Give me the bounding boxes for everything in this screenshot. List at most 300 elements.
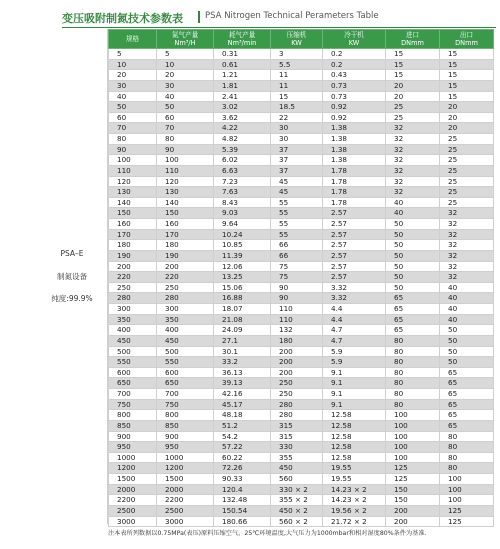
table-cell: 1.38 xyxy=(323,155,386,166)
table-cell: 190 xyxy=(157,250,214,261)
table-cell: 2.57 xyxy=(323,261,386,272)
table-row xyxy=(109,378,494,389)
table-cell: 65 xyxy=(386,314,440,325)
table-cell: 280 xyxy=(271,410,323,421)
table-cell: 25 xyxy=(440,197,494,208)
table-cell: 5.9 xyxy=(323,346,386,357)
table-cell: 250 xyxy=(109,282,157,293)
table-cell: 400 xyxy=(157,325,214,336)
table-row xyxy=(109,304,494,315)
table-cell: 80 xyxy=(386,367,440,378)
table-cell: 30.1 xyxy=(214,346,271,357)
table-cell: 2500 xyxy=(157,505,214,516)
table-cell: 20 xyxy=(386,80,440,91)
table-cell: 7.23 xyxy=(214,176,271,187)
table-cell: 15 xyxy=(271,91,323,102)
table-cell: 25 xyxy=(440,165,494,176)
table-row xyxy=(109,134,494,145)
table-cell: 6.02 xyxy=(214,155,271,166)
table-cell: 100 xyxy=(109,155,157,166)
table-cell: 280 xyxy=(271,399,323,410)
table-cell: 3 xyxy=(271,49,323,60)
table-cell: 500 xyxy=(157,346,214,357)
table-cell: 60 xyxy=(157,112,214,123)
table-cell: 950 xyxy=(157,442,214,453)
table-cell: 50 xyxy=(386,219,440,230)
table-cell: 560 xyxy=(271,474,323,485)
table-row xyxy=(109,325,494,336)
table-cell: 280 xyxy=(109,293,157,304)
table-cell: 50 xyxy=(386,229,440,240)
footnote: 注本表所列数据以0.75MPa(表压)原料压缩空气，25℃环境温度,大气压力为1000mbar和相对湿度80%条件为基准. xyxy=(108,530,427,537)
table-row xyxy=(109,346,494,357)
title-bar xyxy=(62,10,492,28)
table-cell: 80 xyxy=(386,335,440,346)
table-cell: 450 xyxy=(109,335,157,346)
table-cell: 32 xyxy=(440,219,494,230)
table-cell: 15 xyxy=(386,59,440,70)
table-cell: 30 xyxy=(157,80,214,91)
table-cell: 65 xyxy=(440,389,494,400)
table-cell: 180 xyxy=(109,240,157,251)
table-cell: 20 xyxy=(386,91,440,102)
group-model-label: PSA–E xyxy=(60,249,84,258)
column-header xyxy=(157,30,214,49)
table-cell: 57.22 xyxy=(214,442,271,453)
table-cell: 80 xyxy=(386,378,440,389)
table-cell: 2000 xyxy=(109,484,157,495)
table-cell: 45 xyxy=(271,176,323,187)
table-cell: 50 xyxy=(109,102,157,113)
table-cell: 550 xyxy=(109,357,157,368)
table-row xyxy=(109,452,494,463)
table-cell: 40 xyxy=(440,282,494,293)
table-row xyxy=(109,420,494,431)
table-cell: 10.24 xyxy=(214,229,271,240)
table-cell: 2200 xyxy=(157,495,214,506)
table-cell: 50 xyxy=(440,357,494,368)
table-cell: 25 xyxy=(440,134,494,145)
table-cell: 110 xyxy=(157,165,214,176)
table-row xyxy=(109,197,494,208)
table-cell: 1.21 xyxy=(214,70,271,81)
table-cell: 0.31 xyxy=(214,49,271,60)
table-row xyxy=(109,165,494,176)
table-cell: 25 xyxy=(440,144,494,155)
table-row xyxy=(109,463,494,474)
table-cell: 9.1 xyxy=(323,389,386,400)
table-row xyxy=(109,176,494,187)
table-cell: 315 xyxy=(271,420,323,431)
table-cell: 20 xyxy=(440,102,494,113)
table-cell: 350 xyxy=(109,314,157,325)
table-cell: 14.23 × 2 xyxy=(323,484,386,495)
table-cell: 0.43 xyxy=(323,70,386,81)
column-header-unit: Nm³/min xyxy=(227,39,257,47)
table-cell: 40 xyxy=(109,91,157,102)
table-cell: 900 xyxy=(109,431,157,442)
table-cell: 80 xyxy=(386,389,440,400)
table-cell: 5.39 xyxy=(214,144,271,155)
column-header-title: 压缩机 xyxy=(286,31,307,39)
table-row xyxy=(109,431,494,442)
table-cell: 4.4 xyxy=(323,304,386,315)
table-cell: 125 xyxy=(440,505,494,516)
title-divider xyxy=(198,11,200,23)
table-cell: 27.1 xyxy=(214,335,271,346)
table-cell: 32 xyxy=(386,134,440,145)
table-row xyxy=(109,123,494,134)
column-header-unit: DNmm xyxy=(455,39,478,47)
table-cell: 650 xyxy=(109,378,157,389)
table-cell: 12.58 xyxy=(323,431,386,442)
table-cell: 5.9 xyxy=(323,357,386,368)
table-cell: 15.06 xyxy=(214,282,271,293)
group-purity-label: 纯度:99.9% xyxy=(51,294,93,303)
table-cell: 80 xyxy=(386,399,440,410)
table-cell: 0.2 xyxy=(323,49,386,60)
table-cell: 400 xyxy=(109,325,157,336)
table-cell: 170 xyxy=(157,229,214,240)
column-header-unit: Nm³/H xyxy=(174,39,196,47)
table-cell: 500 xyxy=(109,346,157,357)
column-header-title: 出口 xyxy=(459,31,474,39)
table-cell: 600 xyxy=(109,367,157,378)
table-cell: 50 xyxy=(386,240,440,251)
table-cell: 32 xyxy=(386,187,440,198)
table-cell: 100 xyxy=(440,495,494,506)
table-cell: 1500 xyxy=(157,474,214,485)
table-cell: 2.41 xyxy=(214,91,271,102)
table-cell: 80 xyxy=(157,134,214,145)
table-cell: 100 xyxy=(440,474,494,485)
table-cell: 32 xyxy=(440,240,494,251)
table-cell: 1000 xyxy=(109,452,157,463)
table-cell: 90.33 xyxy=(214,474,271,485)
table-cell: 40 xyxy=(440,293,494,304)
table-cell: 40 xyxy=(440,304,494,315)
table-cell: 950 xyxy=(109,442,157,453)
table-cell: 700 xyxy=(157,389,214,400)
table-cell: 150 xyxy=(386,495,440,506)
table-body xyxy=(109,49,494,527)
table-cell: 3.02 xyxy=(214,102,271,113)
table-cell: 12.06 xyxy=(214,261,271,272)
table-cell: 5 xyxy=(157,49,214,60)
table-cell: 90 xyxy=(157,144,214,155)
table-cell: 10.85 xyxy=(214,240,271,251)
table-cell: 120.4 xyxy=(214,484,271,495)
table-cell: 650 xyxy=(157,378,214,389)
table-cell: 150.54 xyxy=(214,505,271,516)
table-cell: 19.55 xyxy=(323,474,386,485)
table-cell: 33.2 xyxy=(214,357,271,368)
column-header xyxy=(386,30,440,49)
table-cell: 560 × 2 xyxy=(271,516,323,527)
table-cell: 80 xyxy=(440,452,494,463)
table-cell: 15 xyxy=(386,49,440,60)
table-cell: 330 × 2 xyxy=(271,484,323,495)
table-cell: 355 × 2 xyxy=(271,495,323,506)
table-row xyxy=(109,240,494,251)
table-cell: 1.81 xyxy=(214,80,271,91)
table-cell: 32 xyxy=(440,272,494,283)
table-cell: 90 xyxy=(271,282,323,293)
table-cell: 55 xyxy=(271,197,323,208)
table-row xyxy=(109,144,494,155)
table-cell: 66 xyxy=(271,250,323,261)
table-cell: 51.2 xyxy=(214,420,271,431)
column-header xyxy=(440,30,494,49)
table-cell: 0.73 xyxy=(323,91,386,102)
table-cell: 100 xyxy=(386,410,440,421)
table-cell: 850 xyxy=(157,420,214,431)
table-cell: 125 xyxy=(386,463,440,474)
table-cell: 190 xyxy=(109,250,157,261)
table-cell: 1.38 xyxy=(323,134,386,145)
table-cell: 70 xyxy=(109,123,157,134)
table-cell: 13.25 xyxy=(214,272,271,283)
table-cell: 20 xyxy=(157,70,214,81)
table-cell: 40 xyxy=(440,314,494,325)
table-cell: 200 xyxy=(386,516,440,527)
title-chinese: 变压吸附制氮技术参数表 xyxy=(62,12,183,25)
table-cell: 150 xyxy=(109,208,157,219)
table-cell: 125 xyxy=(386,474,440,485)
table-cell: 12.58 xyxy=(323,452,386,463)
column-header-title: 规格 xyxy=(125,35,140,43)
table-cell: 25 xyxy=(386,102,440,113)
table-cell: 8.43 xyxy=(214,197,271,208)
table-cell: 0.61 xyxy=(214,59,271,70)
table-cell: 80 xyxy=(386,357,440,368)
table-cell: 600 xyxy=(157,367,214,378)
table-cell: 700 xyxy=(109,389,157,400)
table-cell: 180 xyxy=(271,335,323,346)
group-device-label: 制氮设备 xyxy=(57,272,87,281)
table-cell: 30 xyxy=(271,123,323,134)
table-row xyxy=(109,495,494,506)
table-cell: 315 xyxy=(271,431,323,442)
table-cell: 110 xyxy=(271,304,323,315)
table-cell: 5.5 xyxy=(271,59,323,70)
table-cell: 4.7 xyxy=(323,325,386,336)
table-cell: 130 xyxy=(157,187,214,198)
table-cell: 54.2 xyxy=(214,431,271,442)
table-row xyxy=(109,229,494,240)
table-cell: 300 xyxy=(109,304,157,315)
table-cell: 132.48 xyxy=(214,495,271,506)
table-cell: 15 xyxy=(440,70,494,81)
table-cell: 32 xyxy=(386,165,440,176)
table-cell: 150 xyxy=(157,208,214,219)
table-cell: 15 xyxy=(440,91,494,102)
table-cell: 4.7 xyxy=(323,335,386,346)
table-cell: 65 xyxy=(440,367,494,378)
table-cell: 220 xyxy=(157,272,214,283)
table-cell: 200 xyxy=(271,357,323,368)
table-cell: 50 xyxy=(440,346,494,357)
table-cell: 90 xyxy=(109,144,157,155)
table-row xyxy=(109,208,494,219)
table-cell: 132 xyxy=(271,325,323,336)
table-cell: 10 xyxy=(109,59,157,70)
table-cell: 2.57 xyxy=(323,208,386,219)
table-cell: 11 xyxy=(271,80,323,91)
table-cell: 65 xyxy=(440,378,494,389)
table-row xyxy=(109,112,494,123)
table-cell: 280 xyxy=(157,293,214,304)
table-cell: 12.58 xyxy=(323,410,386,421)
table-cell: 20 xyxy=(440,112,494,123)
table-cell: 32 xyxy=(386,144,440,155)
table-cell: 65 xyxy=(440,410,494,421)
table-cell: 550 xyxy=(157,357,214,368)
table-cell: 30 xyxy=(271,134,323,145)
table-cell: 110 xyxy=(109,165,157,176)
table-row xyxy=(109,314,494,325)
table-cell: 25 xyxy=(440,155,494,166)
table-cell: 100 xyxy=(386,442,440,453)
table-cell: 50 xyxy=(386,250,440,261)
table-cell: 18.5 xyxy=(271,102,323,113)
table-cell: 32 xyxy=(440,261,494,272)
table-cell: 120 xyxy=(157,176,214,187)
table-row xyxy=(109,484,494,495)
table-cell: 18.07 xyxy=(214,304,271,315)
table-cell: 1.38 xyxy=(323,123,386,134)
table-cell: 100 xyxy=(440,484,494,495)
table-cell: 80 xyxy=(440,463,494,474)
table-cell: 12.58 xyxy=(323,442,386,453)
table-cell: 800 xyxy=(157,410,214,421)
table-cell: 4.22 xyxy=(214,123,271,134)
table-row xyxy=(109,70,494,81)
table-cell: 110 xyxy=(271,314,323,325)
table-cell: 170 xyxy=(109,229,157,240)
table-cell: 60 xyxy=(109,112,157,123)
column-header-title: 进口 xyxy=(405,31,420,39)
table-cell: 140 xyxy=(157,197,214,208)
table-cell: 37 xyxy=(271,144,323,155)
table-cell: 90 xyxy=(271,293,323,304)
table-row xyxy=(109,474,494,485)
table-cell: 2200 xyxy=(109,495,157,506)
table-cell: 50 xyxy=(157,102,214,113)
table-cell: 50 xyxy=(386,282,440,293)
column-header xyxy=(109,30,157,49)
table-row xyxy=(109,102,494,113)
table-cell: 2.57 xyxy=(323,272,386,283)
table-cell: 100 xyxy=(386,452,440,463)
table-cell: 200 xyxy=(386,505,440,516)
column-header-unit: DNmm xyxy=(401,39,424,47)
table-row xyxy=(109,261,494,272)
table-cell: 450 × 2 xyxy=(271,505,323,516)
product-group-cell xyxy=(40,29,108,524)
table-cell: 66 xyxy=(271,240,323,251)
table-cell: 12.58 xyxy=(323,420,386,431)
parameters-table xyxy=(108,29,494,527)
table-row xyxy=(109,91,494,102)
table-cell: 24.09 xyxy=(214,325,271,336)
table-cell: 850 xyxy=(109,420,157,431)
table-cell: 1.78 xyxy=(323,197,386,208)
table-cell: 6.63 xyxy=(214,165,271,176)
table-cell: 450 xyxy=(157,335,214,346)
table-cell: 75 xyxy=(271,272,323,283)
table-cell: 80 xyxy=(109,134,157,145)
table-cell: 100 xyxy=(386,431,440,442)
table-cell: 45 xyxy=(271,187,323,198)
table-cell: 21.72 × 2 xyxy=(323,516,386,527)
table-cell: 200 xyxy=(271,346,323,357)
table-cell: 2.57 xyxy=(323,250,386,261)
table-row xyxy=(109,49,494,60)
table-cell: 1.78 xyxy=(323,187,386,198)
table-cell: 40 xyxy=(386,208,440,219)
table-cell: 32 xyxy=(386,155,440,166)
table-cell: 750 xyxy=(157,399,214,410)
table-cell: 0.92 xyxy=(323,102,386,113)
header-row xyxy=(109,30,494,49)
table-cell: 300 xyxy=(157,304,214,315)
table-cell: 14.23 × 2 xyxy=(323,495,386,506)
table-cell: 4.4 xyxy=(323,314,386,325)
title-english: PSA Nitrogen Technical Perameters Table xyxy=(205,11,379,21)
table-cell: 65 xyxy=(440,399,494,410)
table-cell: 32 xyxy=(386,123,440,134)
table-cell: 15 xyxy=(440,80,494,91)
table-cell: 9.1 xyxy=(323,367,386,378)
table-cell: 140 xyxy=(109,197,157,208)
column-header-title: 耗气产量 xyxy=(228,31,256,39)
table-cell: 450 xyxy=(271,463,323,474)
table-cell: 9.1 xyxy=(323,378,386,389)
table-cell: 180 xyxy=(157,240,214,251)
table-cell: 30 xyxy=(109,80,157,91)
table-cell: 2000 xyxy=(157,484,214,495)
table-cell: 100 xyxy=(386,420,440,431)
table-cell: 3.32 xyxy=(323,282,386,293)
table-cell: 32 xyxy=(386,176,440,187)
table-row xyxy=(109,155,494,166)
table-cell: 120 xyxy=(109,176,157,187)
table-cell: 37 xyxy=(271,165,323,176)
table-cell: 65 xyxy=(386,325,440,336)
table-cell: 15 xyxy=(440,59,494,70)
table-cell: 125 xyxy=(440,516,494,527)
table-cell: 350 xyxy=(157,314,214,325)
table-cell: 55 xyxy=(271,208,323,219)
table-cell: 0.92 xyxy=(323,112,386,123)
table-row xyxy=(109,505,494,516)
table-cell: 0.2 xyxy=(323,59,386,70)
table-cell: 55 xyxy=(271,229,323,240)
table-cell: 250 xyxy=(271,389,323,400)
table-row xyxy=(109,442,494,453)
table-cell: 750 xyxy=(109,399,157,410)
table-row xyxy=(109,282,494,293)
table-cell: 40 xyxy=(386,197,440,208)
table-cell: 22 xyxy=(271,112,323,123)
table-cell: 3.62 xyxy=(214,112,271,123)
table-cell: 20 xyxy=(440,123,494,134)
table-cell: 70 xyxy=(157,123,214,134)
table-row xyxy=(109,80,494,91)
table-cell: 11 xyxy=(271,70,323,81)
table-row xyxy=(109,399,494,410)
